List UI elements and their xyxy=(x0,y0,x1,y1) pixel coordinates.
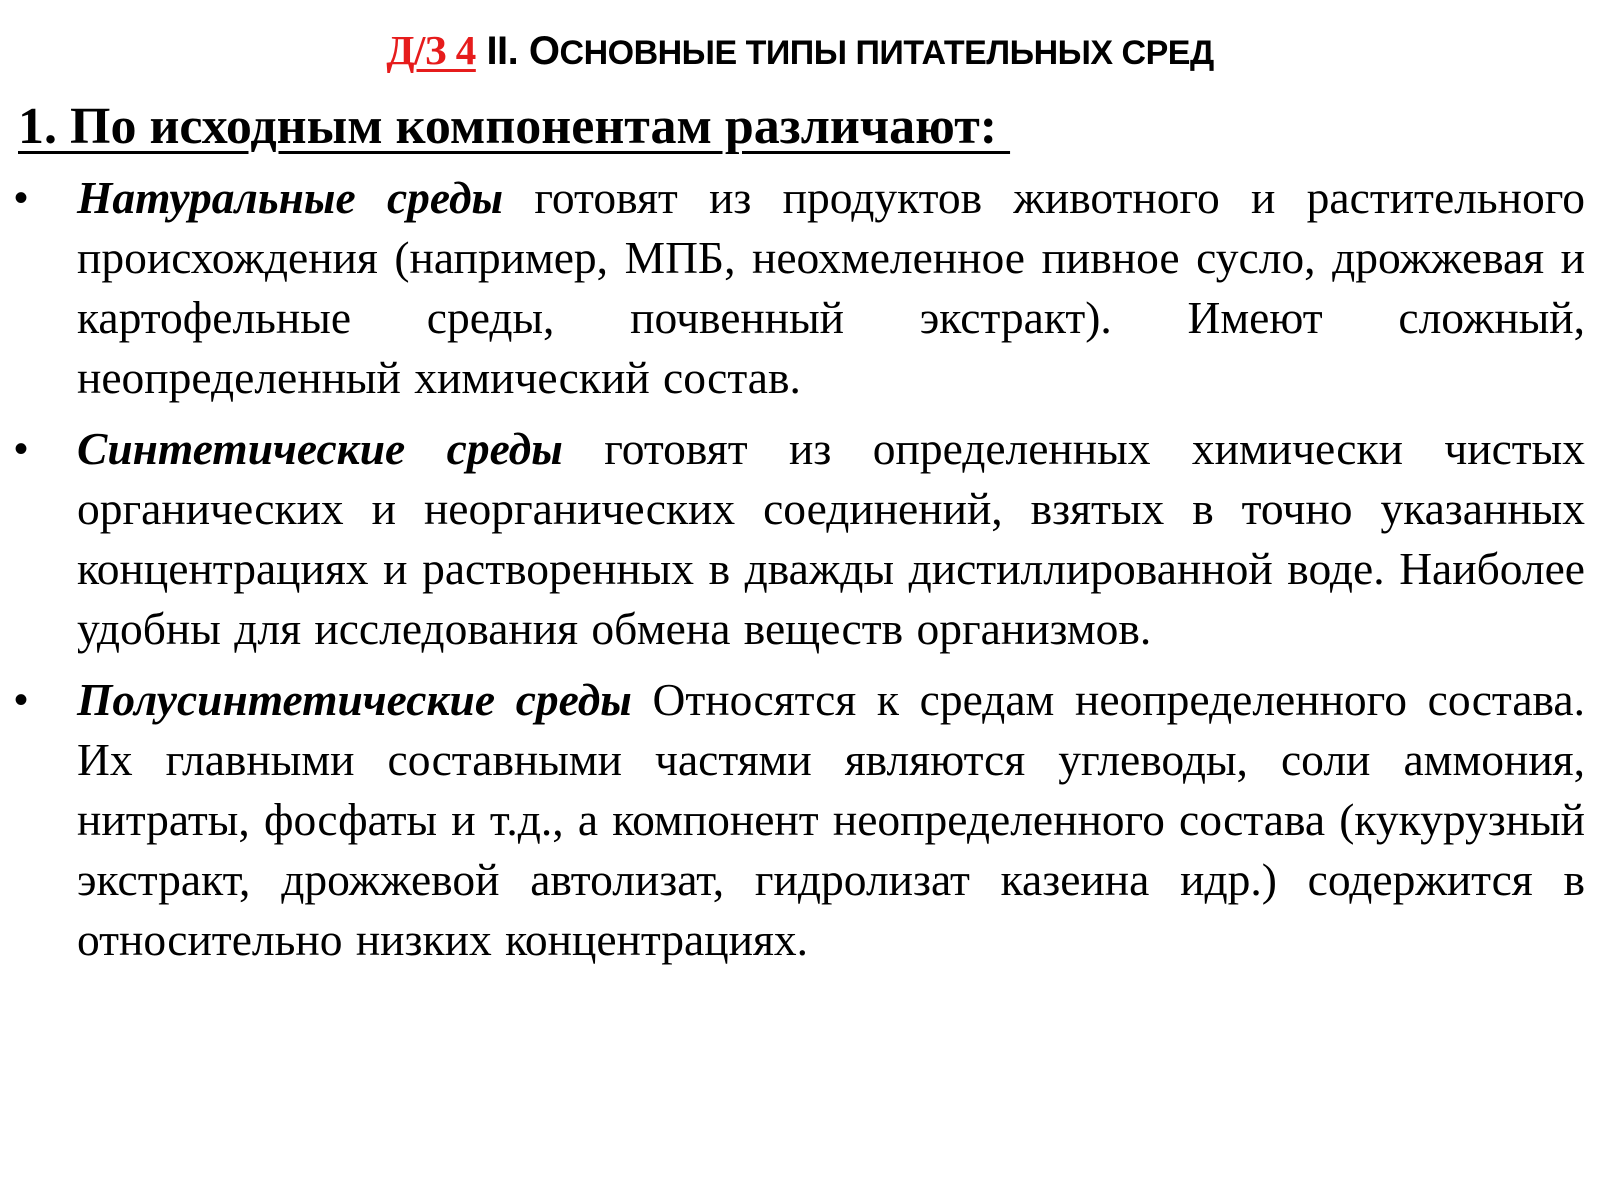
homework-label: Д/З 4 xyxy=(386,27,476,73)
list-item-synthetic xyxy=(0,419,1600,659)
list-item-natural xyxy=(0,168,1600,408)
title-main-part-2: СНОВНЫЕ ТИПЫ ПИТАТЕЛЬНЫХ СРЕД xyxy=(559,34,1214,72)
media-types-list xyxy=(0,168,1600,981)
list-item-text xyxy=(77,419,1585,659)
title-main-part-1: II. О xyxy=(486,29,560,73)
list-item-semisynthetic xyxy=(0,670,1600,970)
list-item-text xyxy=(77,168,1585,408)
term-synthetic: Синтетические среды xyxy=(77,423,563,474)
description-natural: готовят из продуктов животного и растительного происхождения (например, МПБ, неохмеленное пивное сусло, дрожжевая и картофельные среды, почвенный экстракт). Имеют сложный, неопределенный химический состав. xyxy=(77,172,1585,403)
title-main xyxy=(486,29,1213,73)
description-semisynthetic: Относятся к средам неопределенного состава. Их главными составными частями являются углеводы, соли аммония, нитраты, фосфаты и т.д., а компонент неопределенного состава (кукурузный экстракт, дрожжевой автолизат, гидролизат казеина идр.) содержится в относительно низких концентрациях. xyxy=(77,674,1585,965)
description-synthetic: готовят из определенных химически чистых органических и неорганических соединений, взятых в точно указанных концентрациях и растворенных в дважды дистиллированной воде. Наиболее удобны для исследования обмена веществ организмов. xyxy=(77,423,1585,654)
bullet-icon: • xyxy=(14,176,29,220)
term-semisynthetic: Полусинтетические среды xyxy=(77,674,632,725)
list-item-text xyxy=(77,670,1585,970)
slide-title xyxy=(0,22,1600,81)
bullet-icon: • xyxy=(14,427,29,471)
term-natural: Натуральные среды xyxy=(77,172,504,223)
bullet-icon: • xyxy=(14,678,29,722)
subheading: 1. По исходным компонентам различают: xyxy=(18,98,1011,155)
